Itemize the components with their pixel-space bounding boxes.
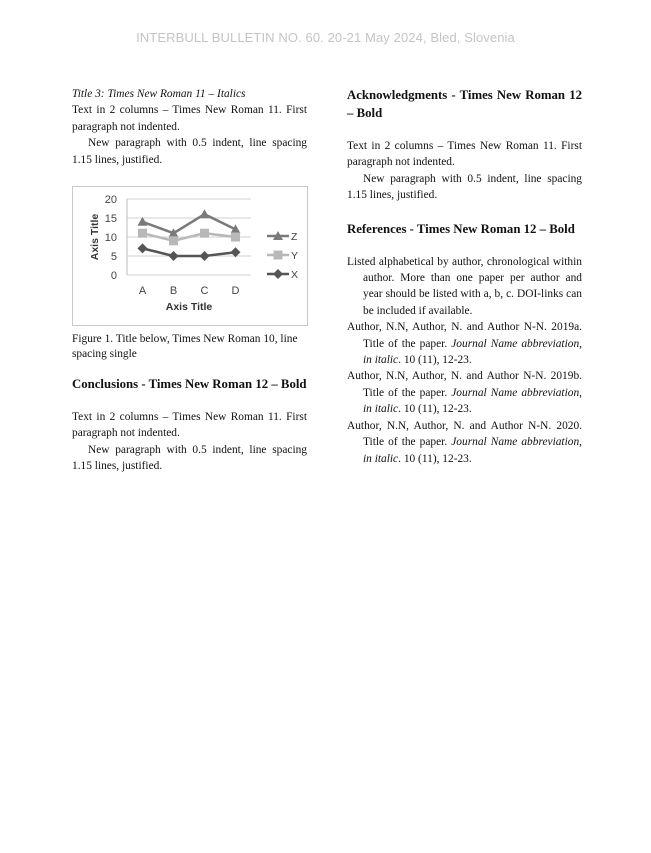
reference-journal: Journal Name abbreviation, in italic [363, 436, 583, 465]
y-tick-label: 10 [104, 232, 117, 245]
x-tick-label: A [138, 285, 147, 298]
running-header: INTERBULL BULLETIN NO. 60. 20-21 May 2024, Bled, Slovenia [136, 30, 515, 45]
y-tick-label: 20 [104, 194, 117, 207]
reference-tail: . 10 (11), 12-23. [398, 452, 472, 465]
title-3: Title 3: Times New Roman 11 – Italics [72, 88, 246, 100]
conclusions-paragraph-indented: New paragraph with 0.5 indent, line spacing 1.15 lines, justified. [72, 443, 307, 473]
legend-label-y: Y [291, 250, 299, 263]
data-point-y [138, 229, 147, 238]
x-tick-label: D [231, 285, 240, 298]
legend-label-x: X [291, 269, 299, 282]
x-tick-label: C [200, 285, 209, 298]
reference-item [347, 368, 582, 417]
reference-list [347, 319, 582, 467]
acknowledgments-heading: Acknowledgments - Times New Roman 12 – Bold [347, 88, 582, 120]
reference-item [347, 418, 582, 467]
right-column [347, 86, 582, 467]
data-point-y [200, 229, 209, 238]
y-tick-label: 15 [104, 213, 117, 226]
reference-journal: Journal Name abbreviation, in italic [363, 386, 583, 416]
reference-authors: Author, N.N, Author, N. and Author N-N. 2019a. Title of the paper. [347, 321, 582, 350]
data-point-z [200, 209, 210, 218]
ack-paragraph-first: Text in 2 columns – Times New Roman 11. First paragraph not indented. [347, 140, 582, 169]
legend-marker-y [274, 251, 283, 260]
legend-marker-x [273, 269, 283, 279]
reference-authors: Author, N.N, Author, N. and Author N-N. 2019b. Title of the paper. [347, 370, 582, 399]
figure-caption: Figure 1. Title below, Times New Roman 10, line spacing single [72, 333, 298, 361]
conclusions-paragraph-first: Text in 2 columns – Times New Roman 11. First paragraph not indented. [72, 411, 307, 440]
reference-authors: Author, N.N, Author, N. and Author N-N. 2020. Title of the paper. [347, 419, 582, 449]
left-column [72, 86, 307, 475]
y-tick-label: 0 [110, 270, 117, 283]
figure-chart [72, 186, 308, 326]
data-point-x [169, 251, 179, 261]
x-axis-title: Axis Title [165, 301, 213, 314]
data-point-y [231, 233, 240, 242]
reference-item [347, 319, 582, 368]
y-axis-title: Axis Title [89, 213, 101, 261]
data-point-y [169, 236, 178, 245]
reference-tail: . 10 (11), 12-23. [398, 354, 472, 367]
series-line-x [143, 248, 236, 256]
ack-paragraph-indented: New paragraph with 0.5 indent, line spacing 1.15 lines, justified. [347, 172, 582, 202]
line-chart [73, 187, 307, 325]
references-heading: References - Times New Roman 12 – Bold [347, 221, 575, 236]
paragraph-first: Text in 2 columns – Times New Roman 11. First paragraph not indented. [72, 104, 307, 133]
legend-label-z: Z [291, 231, 298, 244]
reference-tail: . 10 (11), 12-23. [398, 403, 472, 416]
y-tick-label: 5 [110, 251, 117, 264]
reference-journal: Journal Name abbreviation, in italic [363, 337, 583, 367]
data-point-x [138, 243, 148, 253]
conclusions-heading: Conclusions - Times New Roman 12 – Bold [72, 377, 307, 392]
data-point-x [200, 251, 210, 261]
references-intro: Listed alphabetical by author, chronological within author. More than one paper per author and year should be listed with a, b, c. DOI-links can be included if available. [347, 255, 582, 317]
x-tick-label: B [169, 285, 178, 298]
paragraph-indented: New paragraph with 0.5 indent, line spacing 1.15 lines, justified. [72, 137, 307, 166]
series-line-z [143, 214, 236, 233]
